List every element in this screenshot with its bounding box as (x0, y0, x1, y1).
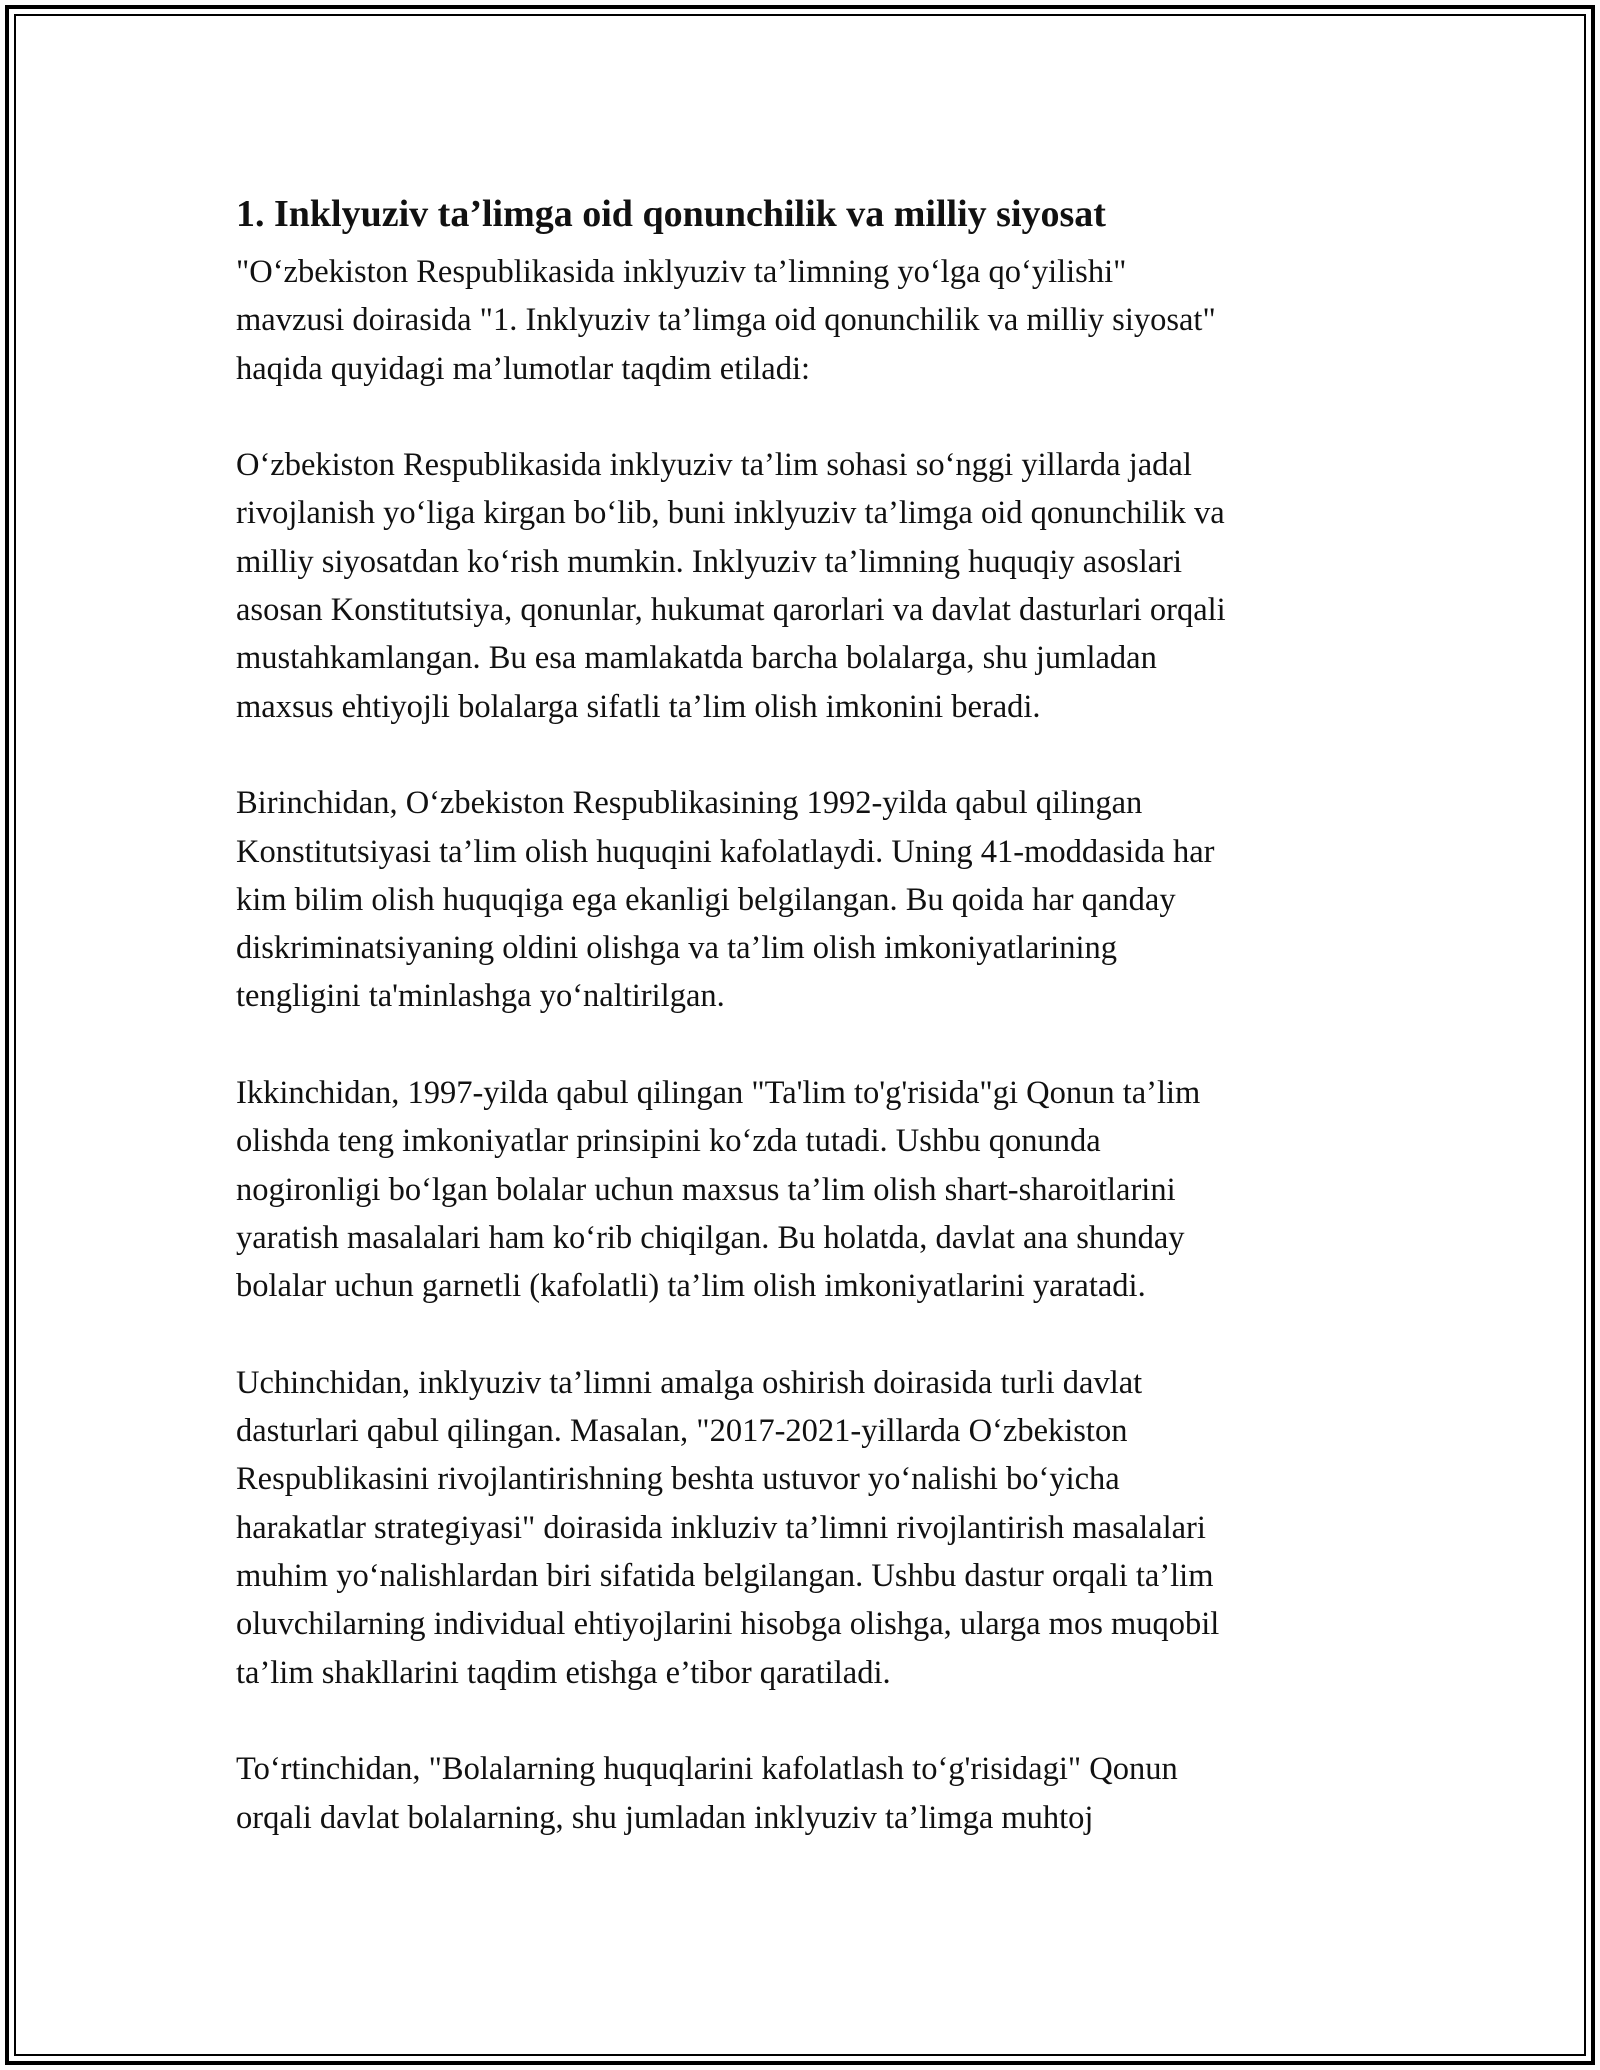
paragraph-line: bolalar uchun garnetli (kafolatli) ta’lim olish imkoniyatlarini yaratadi. (236, 1268, 1146, 1305)
paragraph-line: harakatlar strategiyasi" doirasida inkluziv ta’limni rivojlantirish masalalari (236, 1509, 1206, 1546)
section-heading: 1. Inklyuziv ta’limga oid qonunchilik va milliy siyosat (236, 193, 1106, 235)
paragraph-line: mustahkamlangan. Bu esa mamlakatda barcha bolalarga, shu jumladan (236, 640, 1157, 677)
first-point-paragraph (236, 779, 1366, 1020)
paragraph-line: Konstitutsiyasi ta’lim olish huquqini kafolatlaydi. Uning 41-moddasida har (236, 833, 1215, 870)
paragraph-line: Respublikasini rivojlantirishning beshta ustuvor yo‘nalishi bo‘yicha (236, 1461, 1120, 1498)
paragraph-line: olishda teng imkoniyatlar prinsipini ko‘zda tutadi. Ushbu qonunda (236, 1123, 1101, 1160)
paragraph-line: orqali davlat bolalarning, shu jumladan inklyuziv ta’limga muhtoj (236, 1799, 1094, 1836)
paragraph-line: oluvchilarning individual ehtiyojlarini hisobga olishga, ularga mos muqobil (236, 1606, 1220, 1643)
paragraph-line: diskriminatsiyaning oldini olishga va ta’lim olish imkoniyatlarining (236, 930, 1118, 967)
paragraph-line: ta’lim shakllarini taqdim etishga e’tibor qaratiladi. (236, 1654, 891, 1691)
paragraph-line: asosan Konstitutsiya, qonunlar, hukumat qarorlari va davlat dasturlari orqali (236, 592, 1226, 629)
paragraph-line: rivojlanish yo‘liga kirgan bo‘lib, buni inklyuziv ta’limga oid qonunchilik va (236, 495, 1225, 532)
paragraph-line: Uchinchidan, inklyuziv ta’limni amalga oshirish doirasida turli davlat (236, 1364, 1143, 1401)
intro-paragraph (236, 248, 1366, 393)
paragraph-line: "O‘zbekiston Respublikasida inklyuziv ta’limning yo‘lga qo‘yilishi" (236, 254, 1127, 290)
overview-paragraph (236, 441, 1366, 731)
third-point-paragraph (236, 1359, 1366, 1697)
paragraph-line: Ikkinchidan, 1997-yilda qabul qilingan "Ta'lim to'g'risida"gi Qonun ta’lim (236, 1075, 1201, 1112)
paragraph-line: muhim yo‘nalishlardan biri sifatida belgilangan. Ushbu dastur orqali ta’lim (236, 1558, 1214, 1595)
paragraph-line: haqida quyidagi ma’lumotlar taqdim etiladi: (236, 350, 811, 387)
paragraph-line: yaratish masalalari ham ko‘rib chiqilgan. Bu holatda, davlat ana shunday (236, 1219, 1185, 1256)
paragraph-line: dasturlari qabul qilingan. Masalan, "2017-2021-yillarda O‘zbekiston (236, 1413, 1128, 1450)
paragraph-line: maxsus ehtiyojli bolalarga sifatli ta’lim olish imkonini beradi. (236, 688, 1041, 725)
second-point-paragraph (236, 1069, 1366, 1310)
paragraph-line: O‘zbekiston Respublikasida inklyuziv ta’lim sohasi so‘nggi yillarda jadal (236, 447, 1192, 484)
paragraph-line: To‘rtinchidan, "Bolalarning huquqlarini kafolatlash to‘g'risidagi" Qonun (236, 1751, 1178, 1788)
document-body (236, 184, 1366, 1890)
paragraph-line: mavzusi doirasida "1. Inklyuziv ta’limga oid qonunchilik va milliy siyosat" (236, 302, 1216, 339)
paragraph-line: milliy siyosatdan ko‘rish mumkin. Inklyuziv ta’limning huquqiy asoslari (236, 543, 1183, 580)
paragraph-line: tengligini ta'minlashga yo‘naltirilgan. (236, 978, 725, 1015)
paragraph-line: kim bilim olish huquqiga ega ekanligi belgilangan. Bu qoida har qanday (236, 881, 1176, 918)
fourth-point-paragraph (236, 1745, 1366, 1842)
paragraph-line: nogironligi bo‘lgan bolalar uchun maxsus ta’lim olish shart-sharoitlarini (236, 1171, 1176, 1208)
paragraph-line: Birinchidan, O‘zbekiston Respublikasining 1992-yilda qabul qilingan (236, 785, 1143, 822)
